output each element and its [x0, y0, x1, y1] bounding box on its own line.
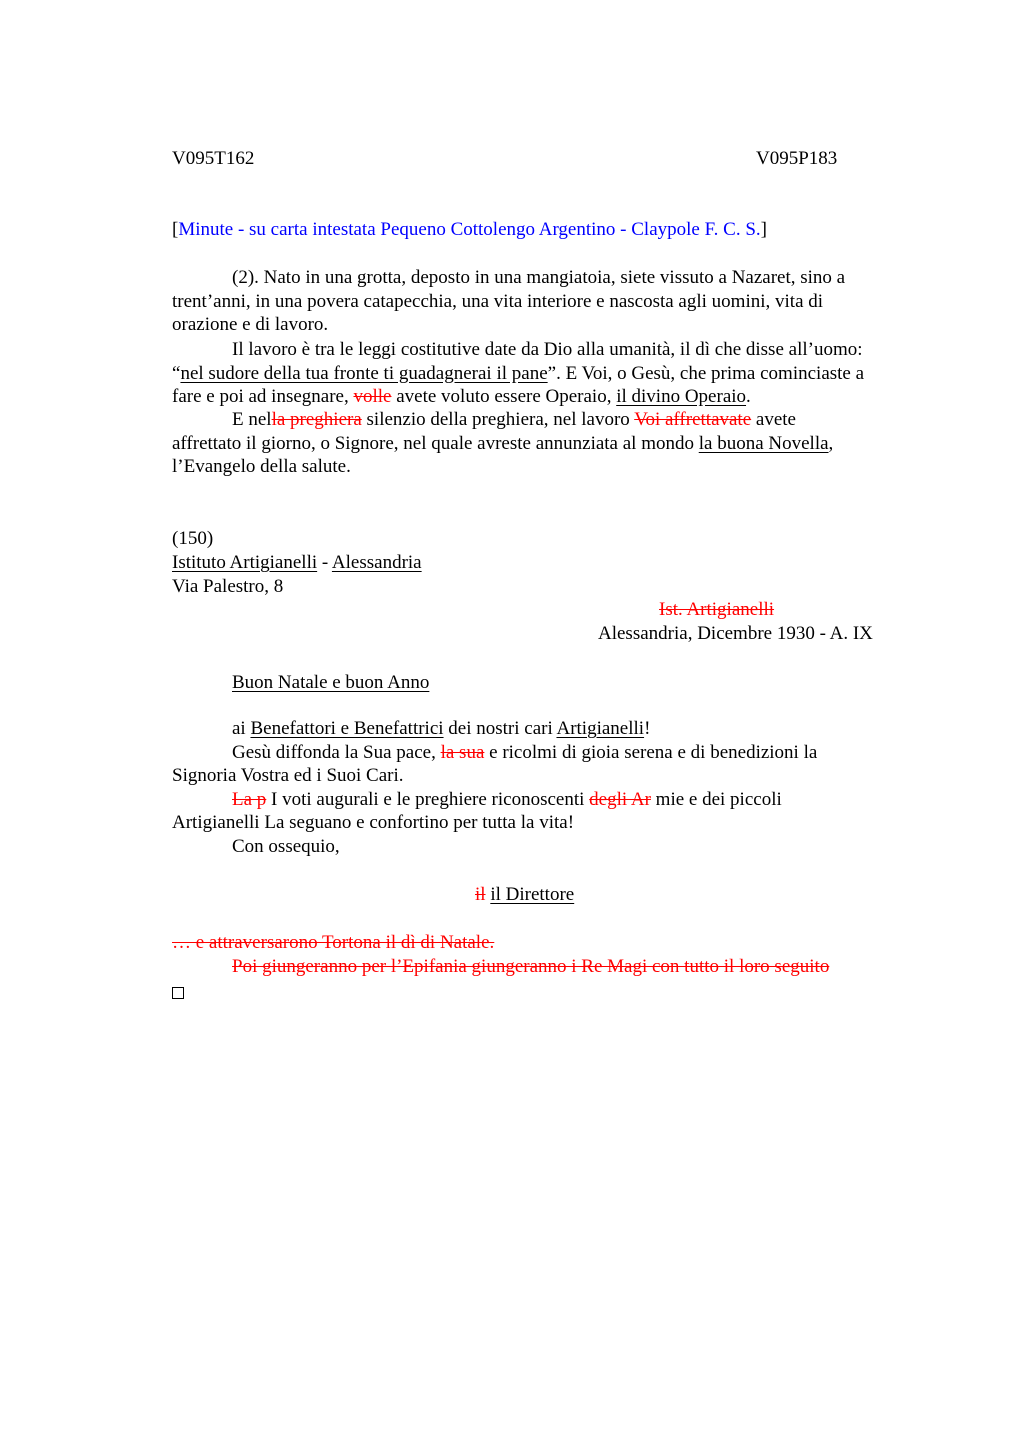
institution-name: Istituto Artigianelli	[172, 552, 318, 573]
text-span: silenzio della preghiera, nel lavoro	[361, 409, 635, 430]
paragraph-work	[172, 338, 928, 409]
checkbox-square-icon	[172, 982, 184, 1006]
deleted-note-line: Poi giungeranno per l’Epifania giungeranno i Re Magi con tutto il loro seguito	[232, 956, 830, 977]
text-span: E nel	[232, 409, 272, 430]
underlined-quote: nel sudore della tua fronte ti guadagnerai il pane	[180, 362, 548, 384]
text-span: Gesù diffonda la Sua pace,	[232, 741, 441, 763]
text-line	[172, 362, 928, 386]
closing-line: Con ossequio,	[232, 835, 340, 857]
underlined-phrase: la buona Novella	[698, 432, 829, 454]
deleted-note-line: … e attraversarono Tortona il dì di Natale.	[172, 932, 495, 953]
text-line: Il lavoro è tra le leggi costitutive date da Dio alla umanità, il dì che disse all’uomo:	[232, 339, 863, 360]
text-line	[172, 432, 928, 456]
text-span: avete	[751, 409, 796, 430]
deleted-word: volle	[353, 386, 392, 407]
text-line	[172, 717, 928, 741]
signature-line	[475, 883, 574, 907]
text-line	[172, 408, 928, 432]
note-text: Minute - su carta intestata Pequeno Cottolengo Argentino - Claypole F. C. S.	[178, 219, 761, 240]
address-line: Via Palestro, 8	[172, 576, 284, 597]
text-line: (2). Nato in una grotta, deposto in una mangiatoia, siete vissuto a Nazaret, sino a	[232, 267, 846, 288]
text-span: !	[644, 718, 651, 739]
institution-city: Alessandria	[331, 552, 422, 573]
deleted-word: il	[475, 884, 486, 905]
text-line	[172, 741, 928, 765]
text-span: dei nostri cari	[443, 718, 557, 739]
quote-open: “	[172, 362, 181, 384]
greeting-title: Buon Natale e buon Anno	[232, 672, 430, 693]
deleted-word: la sua	[440, 741, 485, 763]
date-line: Alessandria, Dicembre 1930 - A. IX	[598, 623, 873, 644]
text-span: e ricolmi di gioia serena e di benedizioni la	[484, 741, 818, 763]
header-left-code: V095T162	[172, 148, 255, 169]
paragraph-silence	[172, 408, 928, 479]
deleted-heading: Ist. Artigianelli	[659, 599, 775, 620]
text-line: Signoria Vostra ed i Suoi Cari.	[172, 765, 404, 786]
paragraph-nativity	[172, 266, 928, 337]
underlined-phrase: Artigianelli	[556, 718, 645, 739]
institution-line	[172, 551, 422, 575]
text-span: ”. E Voi, o Gesù, che prima cominciaste a	[547, 362, 865, 384]
note-open-bracket: [	[172, 219, 179, 240]
signature: il Direttore	[490, 884, 575, 905]
text-line: l’Evangelo della salute.	[172, 456, 351, 477]
text-span: affrettato il giorno, o Signore, nel quale avreste annunziata al mondo	[172, 432, 699, 454]
editorial-note	[172, 218, 767, 242]
header-right-code: V095P183	[756, 148, 838, 169]
text-span: fare e poi ad insegnare,	[172, 386, 354, 407]
text-line	[172, 385, 928, 409]
deleted-word: Voi affrettavate	[634, 409, 752, 430]
note-close-bracket: ]	[760, 219, 767, 240]
text-span: mie e dei piccoli	[650, 788, 782, 810]
text-line	[172, 788, 928, 812]
underlined-phrase: Benefattori e Benefattrici	[250, 718, 444, 739]
text-span: I voti augurali e le preghiere riconoscenti	[266, 788, 590, 810]
deleted-word: la preghiera	[271, 409, 362, 430]
text-span: ai	[232, 718, 251, 739]
text-span: ,	[828, 432, 834, 454]
text-span: .	[746, 386, 751, 407]
text-line: trent’anni, in una povera catapecchia, una vita interiore e nascosta agli uomini, vita di	[172, 290, 824, 312]
deleted-word: La p	[232, 788, 267, 810]
letter-body	[172, 717, 928, 858]
text-span: -	[317, 552, 332, 573]
letter-number: (150)	[172, 528, 214, 549]
text-span: avete voluto essere Operaio,	[391, 386, 617, 407]
text-line: Artigianelli La seguano e confortino per tutta la vita!	[172, 812, 575, 833]
underlined-phrase: il divino Operaio	[616, 386, 747, 407]
deleted-word: degli Ar	[589, 788, 651, 810]
text-line: orazione e di lavoro.	[172, 314, 329, 335]
